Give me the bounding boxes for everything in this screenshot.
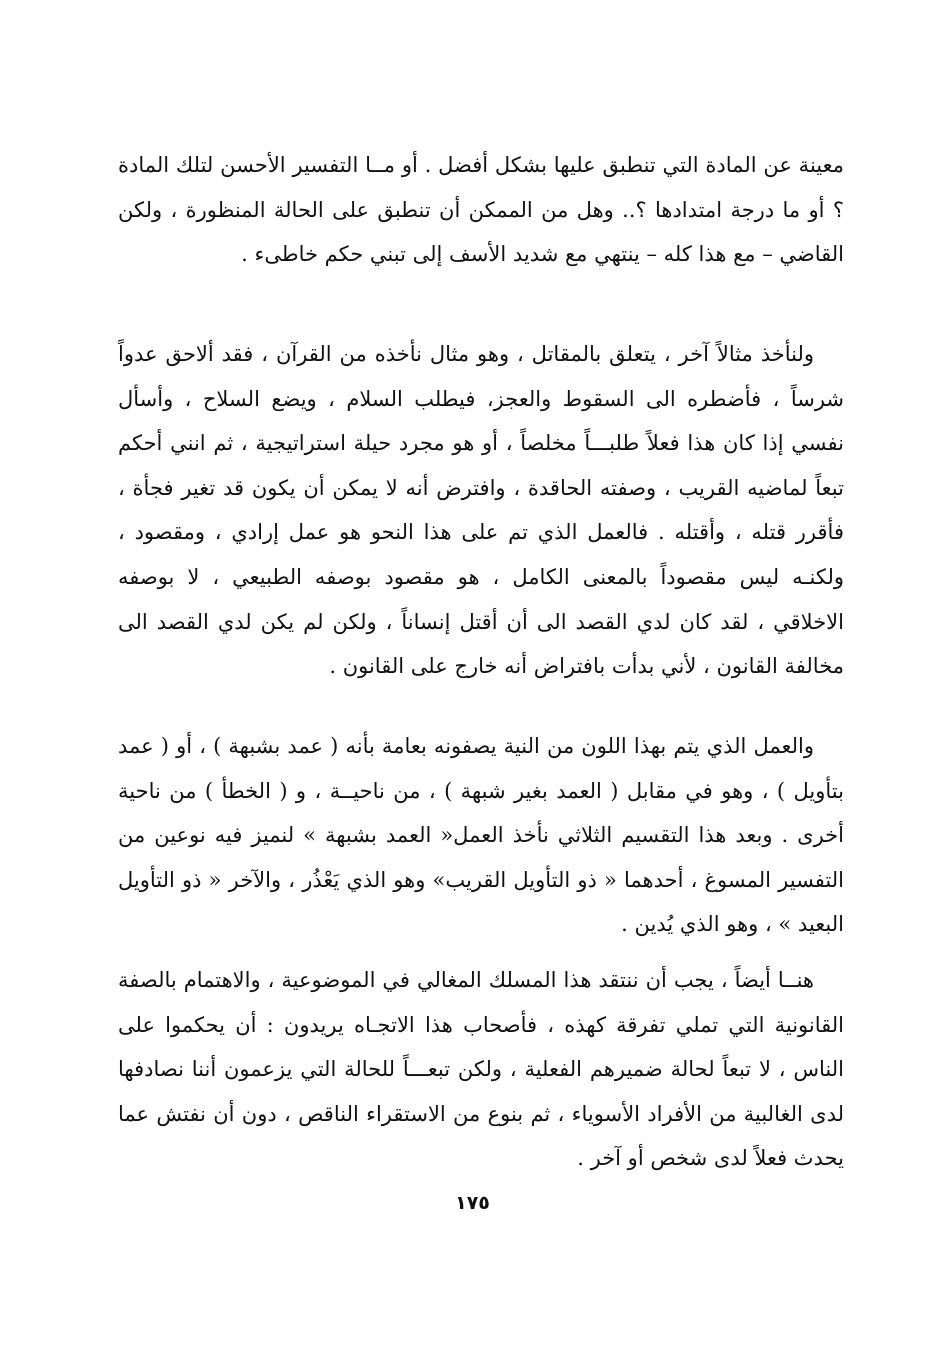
paragraph-1-container [118, 143, 844, 277]
page-number: ١٧٥ [455, 1192, 490, 1214]
paragraph-4: هنــا أيضاً ، يجب أن ننتقد هذا المسلك المغالي في الموضوعية ، والاهتمام بالصفة القانونية التي تملي تفرقة كهذه ، فأصحاب هذا الاتجـاه يريدون : أن يحكموا على الناس ، لا تبعاً لحالة ضميرهم الفعلية ، ولكن تبعـــاً للحالة التي يزعمون أننا نصادفها لدى الغالبية من الأفراد الأسوياء ، ثم بنوع من الاستقراء الناقص ، دون أن نفتش عما يحدث فعلاً لدى شخص أو آخر . [118, 968, 844, 1171]
paragraph-2: ولنأخذ مثالاً آخر ، يتعلق بالمقاتل ، وهو مثال نأخذه من القرآن ، فقد ألاحق عدواً شرساً ، فأضطره الى السقوط والعجز، فيطلب السلام ، ويضع السلاح ، وأسأل نفسي إذا كان هذا فعلاً طلبـــاً مخلصاً ، أو هو مجرد حيلة استراتيجية ، ثم انني أحكم تبعاً لماضيه القريب ، وصفته الحاقدة ، وافترض أنه لا يمكن أن يكون قد تغير فجأة ، فأقرر قتله ، وأقتله . فالعمل الذي تم على هذا النحو هو عمل إرادي ، ومقصود ، ولكنـه ليس مقصوداً بالمعنى الكامل ، هو مقصود بوصفه الطبيعي ، لا بوصفه الاخلاقي ، لقد كان لدي القصد الى أن أقتل إنساناً ، ولكن لم يكن لدي القصد الى مخالفة القانون ، لأني بدأت بافتراض أنه خارج على القانون . [118, 342, 844, 679]
paragraph-2-container [118, 332, 844, 689]
paragraph-1: معينة عن المادة التي تنطبق عليها بشكل أفضل . أو مــا التفسير الأحسن لتلك المادة ؟ أو ما درجة امتدادها ؟.. وهل من الممكن أن تنطبق على الحالة المنظورة ، ولكن القاضي – مع هذا كله – ينتهي مع شديد الأسف إلى تبني حكم خاطىء . [118, 153, 844, 267]
paragraph-4-container [118, 958, 844, 1181]
paragraph-3: والعمل الذي يتم بهذا اللون من النية يصفونه بعامة بأنه ( عمد بشبهة ) ، أو ( عمد بتأويل ) ، وهو في مقابل ( العمد بغير شبهة ) ، من ناحيــة ، و ( الخطأ ) من ناحية أخرى . وبعد هذا التقسيم الثلاثي نأخذ العمل« العمد بشبهة » لنميز فيه نوعين من التفسير المسوغ ، أحدهما « ذو التأويل القريب» وهو الذي يَعْذُر ، والآخر « ذو التأويل البعيد » ، وهو الذي يُدين . [118, 734, 844, 937]
paragraph-3-container [118, 724, 844, 947]
